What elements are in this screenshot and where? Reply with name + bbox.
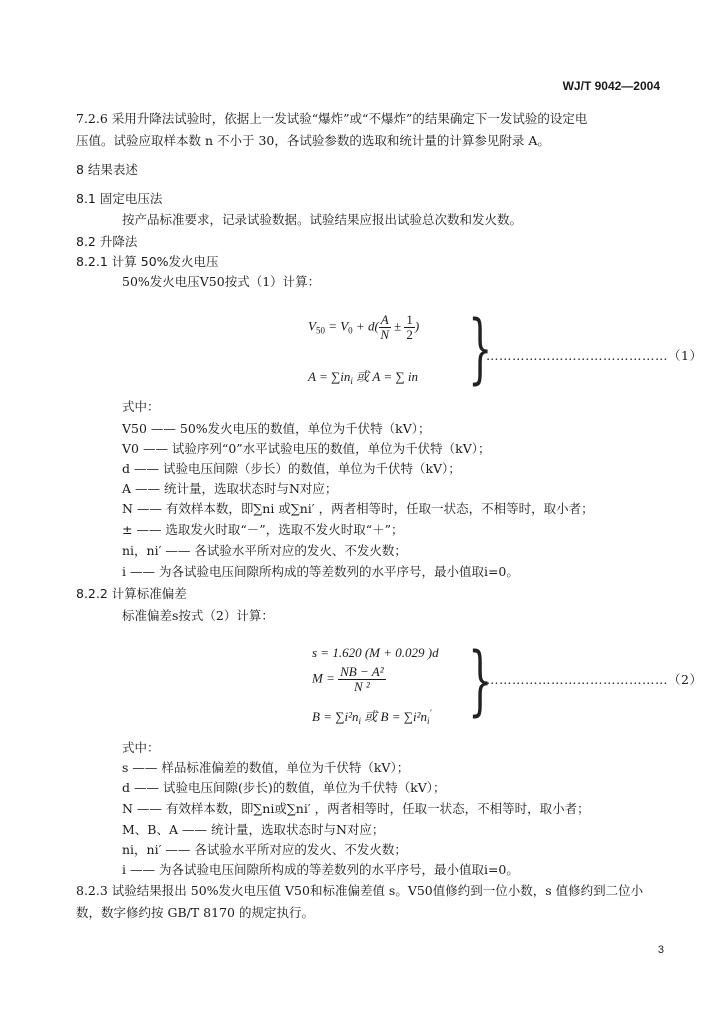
formula-2-intro: 标准偏差s按式（2）计算： [122,608,274,623]
formula-1-def-v50: V50 —— 50%发火电压的数值，单位为千伏特（kV）； [122,421,431,436]
section-8-title: 8 结果表述 [76,162,138,177]
formula-2-def-s: s —— 样品标准偏差的数值，单位为千伏特（kV）； [122,760,410,775]
formula-1-def-v0: V0 —— 试验序列“0”水平试验电压的数值，单位为千伏特（kV）； [122,441,491,456]
clause-8-2-3-line2: 数，数字修约按 GB/T 8170 的规定执行。 [76,905,314,920]
section-8-1-text: 按产品标准要求，记录试验数据。试验结果应报出试验总次数和发火数。 [122,212,523,227]
formula-1-def-a: A —— 统计量，选取状态时与N对应； [122,481,338,496]
formula-1-intro: 50%发火电压V50按式（1）计算： [122,274,321,289]
section-8-2-2-title: 8.2.2 计算标准偏差 [76,586,187,601]
formula-2-number: ……………………………………（2） [486,672,703,687]
formula-2-line2: M = $\frac{\text{NB − A²}}{\text{N ²}}$ [312,664,384,694]
clause-7-2-6-line2: 压值。试验应取样本数 n 不小于 30，各试验参数的选取和统计量的计算参见附录 A。 [76,133,550,148]
formula-2-def-ni: ni，ni′ —— 各试验水平所对应的发火、不发火数； [122,842,407,857]
section-8-2-1-title: 8.2.1 计算 50%发火电压 [76,254,219,269]
formula-2-line3: $B = \sum i^2n_i$ 或 $B = \sum i^2n_i'$ [312,708,432,726]
formula-1-where: 式中： [122,399,160,414]
formula-2-def-d: d —— 试验电压间隙(步长)的数值，单位为千伏特（kV）； [122,780,446,795]
formula-1-def-d: d —— 试验电压间隙（步长）的数值，单位为千伏特（kV）； [122,461,461,476]
formula-1-def-ni: ni，ni′ —— 各试验水平所对应的发火、不发火数； [122,543,407,558]
section-8-2-title: 8.2 升降法 [76,234,138,249]
formula-2-def-i: i —— 为各试验电压间隙所构成的等差数列的水平序号，最小值取i=0。 [122,862,519,877]
page-number: 3 [657,944,664,956]
clause-8-2-3-line1: 8.2.3 试验结果报出 50%发火电压值 V50和标准偏差值 s。V50值修约到一位小数，s 值修约到二位小 [76,883,644,898]
formula-1-def-i: i —— 为各试验电压间隙所构成的等差数列的水平序号，最小值取i=0。 [122,564,519,579]
document-code-header: WJ/T 9042—2004 [562,79,660,93]
formula-1-line2: $A = \sum in_i$ 或 A = ∑ in [308,369,418,386]
clause-7-2-6-line1: 7.2.6 采用升降法试验时，依据上一发试验“爆炸”或“不爆炸”的结果确定下一发试验的设定电 [76,111,588,126]
formula-1-line1: $V_{50} = V_0 + d$( $\frac{A}{N}$ ± $\frac{1}{2}$ ) [308,312,420,342]
formula-1-def-n: N —— 有效样本数，即∑ni 或∑ni′ ，两者相等时，任取一状态，不相等时，取小者； [122,501,594,516]
formula-1-def-pm: ± —— 选取发火时取“－”，选取不发火时取“＋”； [122,522,404,537]
formula-2-def-n: N —— 有效样本数，即∑ni或∑ni′ ，两者相等时，任取一状态，不相等时，取小者； [122,801,590,816]
formula-2-brace: } [468,635,493,724]
formula-2-line1: s = 1.620 (M + 0.029 )d [312,645,439,660]
section-8-1-title: 8.1 固定电压法 [76,191,163,206]
formula-2-where: 式中： [122,740,160,755]
formula-1-brace: } [468,303,493,392]
formula-2-def-mba: M、B、A —— 统计量，选取状态时与N对应； [122,822,385,837]
formula-1-number: ……………………………………（1） [486,348,703,363]
